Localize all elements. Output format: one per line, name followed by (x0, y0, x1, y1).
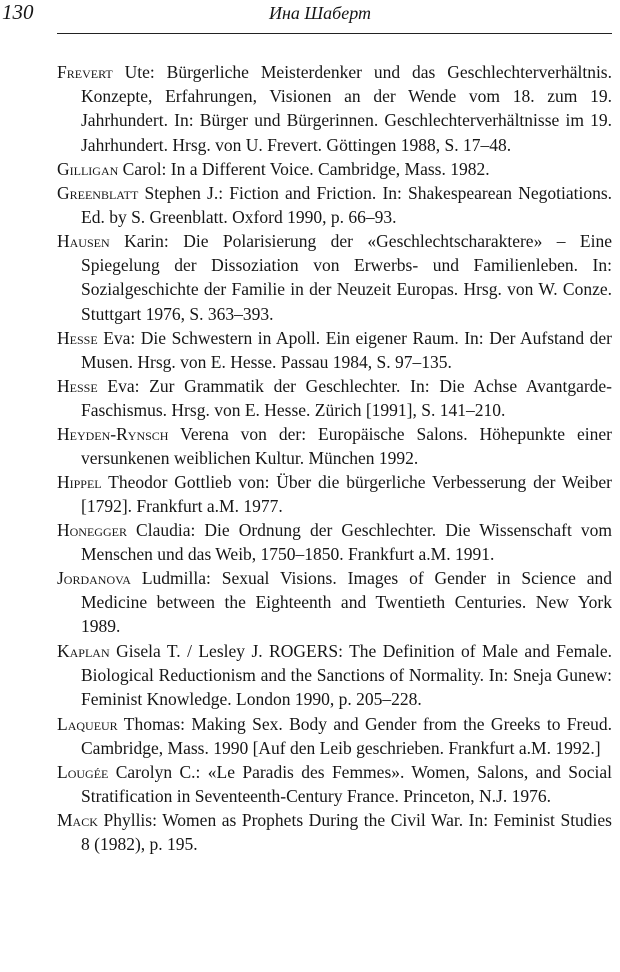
entry-author: Lougée (57, 762, 109, 782)
bibliography-entry (57, 639, 612, 712)
bibliography-entry (57, 566, 612, 639)
bibliography-entry (57, 326, 612, 374)
entry-author: Hausen (57, 231, 110, 251)
bibliography-entry (57, 712, 612, 760)
page-number: 130 (2, 0, 34, 24)
bibliography-entry (57, 157, 612, 181)
entry-text: Ludmilla: Sexual Visions. Images of Gender in Science and Medicine between the Eighteenth and Twentieth Centuries. New York 1989. (81, 568, 612, 637)
bibliography-entry (57, 422, 612, 470)
entry-author: Hesse (57, 376, 98, 396)
bibliography-entry (57, 181, 612, 229)
entry-text: Thomas: Making Sex. Body and Gender from the Greeks to Freud. Cambridge, Mass. 1990 [Auf den Leib geschrieben. Frankfurt a.M. 1992.] (81, 714, 612, 759)
entry-text: Carolyn C.: «Le Paradis des Femmes». Women, Salons, and Social Stratification in Seventeenth-Century France. Princeton, N.J. 1976. (81, 762, 612, 807)
entry-author: Greenblatt (57, 183, 139, 203)
entry-text: Eva: Die Schwestern in Apoll. Ein eigener Raum. In: Der Aufstand der Musen. Hrsg. von E. Hesse. Passau 1984, S. 97–135. (81, 328, 613, 373)
bibliography-entry (57, 60, 612, 157)
entry-author: Laqueur (57, 714, 118, 734)
entry-text: Karin: Die Polarisierung der «Geschlechtscharaktere» – Eine Spiegelung der Dissoziation von Erwerbs- und Familienleben. In: Sozialgeschichte der Familie in der Neuzeit Europas. Hrsg. von W. Conze. Stuttgart 1976, S. 363–393. (81, 231, 612, 324)
entry-text: Phyllis: Women as Prophets During the Civil War. In: Feminist Studies 8 (1982), p. 195. (81, 810, 612, 855)
entry-author: Frevert (57, 62, 113, 82)
entry-author: Jordanova (57, 568, 131, 588)
entry-text: Stephen J.: Fiction and Friction. In: Shakespearean Negotiations. Ed. by S. Greenblatt. Oxford 1990, p. 66–93. (81, 183, 613, 228)
bibliography-entry (57, 808, 612, 856)
bibliography-entry (57, 518, 612, 566)
entry-author: Mack (57, 810, 98, 830)
entry-author: Honegger (57, 520, 127, 540)
bibliography-entry (57, 760, 612, 808)
header-rule (57, 33, 612, 34)
entry-author: Kaplan (57, 641, 110, 661)
entry-author: Gilligan (57, 159, 119, 179)
bibliography-entry (57, 470, 612, 518)
entry-text: Theodor Gottlieb von: Über die bürgerliche Verbesserung der Weiber [1792]. Frankfurt a.M. 1977. (81, 472, 613, 517)
entry-author: Hesse (57, 328, 98, 348)
entry-text: Eva: Zur Grammatik der Geschlechter. In: Die Achse Avantgarde-Faschismus. Hrsg. von E. Hesse. Zürich [1991], S. 141–210. (81, 376, 613, 421)
page-header (0, 0, 620, 34)
entry-text: Gisela T. / Lesley J. ROGERS: The Definition of Male and Female. Biological Reductionism and the Sanctions of Normality. In: Sneja Gunew: Feminist Knowledge. London 1990, p. 205–228. (81, 641, 613, 710)
entry-text: Claudia: Die Ordnung der Geschlechter. Die Wissenschaft vom Menschen und das Weib, 1750–1850. Frankfurt a.M. 1991. (81, 520, 612, 565)
entry-author: Heyden-Rynsch (57, 424, 169, 444)
entry-text: Carol: In a Different Voice. Cambridge, Mass. 1982. (122, 159, 490, 179)
running-head: Ина Шаберт (268, 3, 371, 23)
entry-text: Verena von der: Europäische Salons. Höhepunkte einer versunkenen weiblichen Kultur. München 1992. (81, 424, 612, 469)
entry-text: Ute: Bürgerliche Meisterdenker und das Geschlechterverhältnis. Konzepte, Erfahrungen, Visionen an der Wende vom 18. zum 19. Jahrhundert. In: Bürger und Bürgerinnen. Geschlechterverhältnisse im 19. Jahrhundert. Hrsg. von U. Frevert. Göttingen 1988, S. 17–48. (81, 62, 612, 155)
bibliography-entry (57, 229, 612, 326)
bibliography-entry (57, 374, 612, 422)
entry-author: Hippel (57, 472, 102, 492)
